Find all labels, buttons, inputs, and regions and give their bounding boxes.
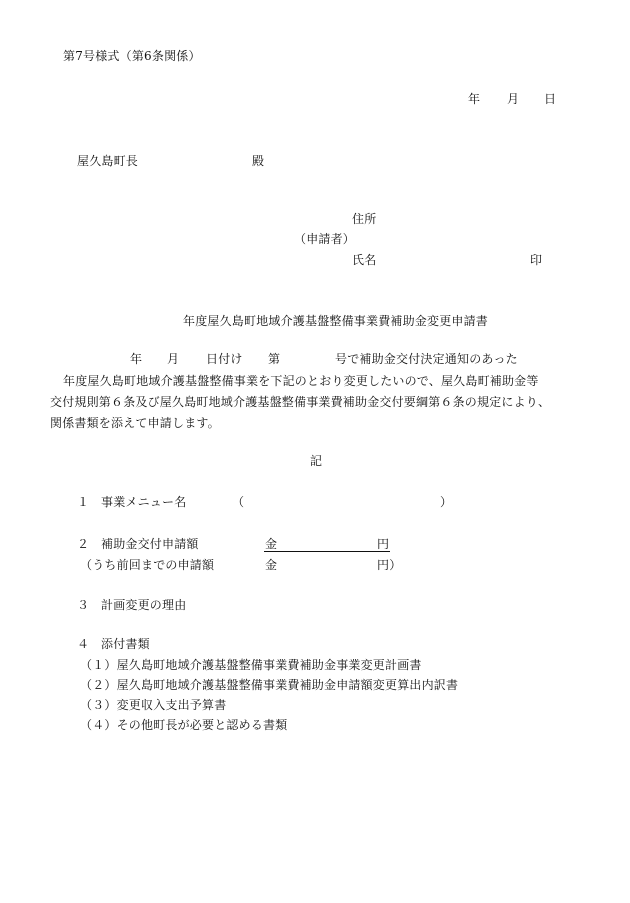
item-2-sub-label: （うち前回までの申請額	[80, 558, 215, 572]
date-year-label: 年	[468, 92, 481, 106]
item-2-en: 円	[377, 537, 390, 551]
attachment-item-2: （２）屋久島町地域介護基盤整備事業費補助金申請額変更算出内訳書	[80, 678, 459, 692]
item-1-label: 事業メニュー名	[101, 495, 187, 509]
item-2-sub-kin: 金	[265, 558, 278, 572]
attachment-item-3: （３）変更収入支出予算書	[80, 698, 227, 712]
item-1-number: １	[77, 495, 90, 509]
item-4-label: 添付書類	[101, 637, 150, 651]
item-1-close-paren: ）	[440, 495, 453, 509]
item-2-number: ２	[77, 537, 90, 551]
item-3-number: ３	[77, 598, 90, 612]
seal-label: 印	[530, 253, 543, 267]
addressee-name: 屋久島町長	[77, 154, 139, 168]
item-2-kin: 金	[265, 537, 278, 551]
form-number: 第7号様式（第6条関係）	[63, 49, 201, 63]
item-1-open-paren: （	[232, 495, 245, 509]
name-label: 氏名	[352, 253, 377, 267]
applicant-role-label: （申請者）	[294, 232, 356, 246]
ki-marker: 記	[310, 454, 323, 468]
attachment-item-1: （１）屋久島町地域介護基盤整備事業費補助金事業変更計画書	[80, 658, 422, 672]
body-line1-rest: 号で補助金交付決定通知のあった	[335, 352, 518, 366]
body-day: 日付け	[206, 352, 243, 366]
body-line3: 交付規則第６条及び屋久島町地域介護基盤整備事業費補助金交付要綱第６条の規定により、	[50, 395, 551, 409]
attachment-item-4: （４）その他町長が必要と認める書類	[80, 718, 288, 732]
document-title: 年度屋久島町地域介護基盤整備事業費補助金変更申請書	[183, 314, 489, 328]
amount-underline	[264, 551, 390, 552]
body-line2: 年度屋久島町地域介護基盤整備事業を下記のとおり変更したいので、屋久島町補助金等	[63, 374, 539, 388]
body-year: 年	[130, 352, 143, 366]
addressee-honorific: 殿	[252, 154, 265, 168]
item-2-sub-en: 円）	[377, 558, 402, 572]
body-month: 月	[167, 352, 180, 366]
item-2-label: 補助金交付申請額	[101, 537, 199, 551]
body-dai: 第	[268, 352, 281, 366]
item-3-label: 計画変更の理由	[101, 598, 187, 612]
address-label: 住所	[352, 212, 377, 226]
item-4-number: ４	[77, 637, 90, 651]
body-line4: 関係書類を添えて申請します。	[50, 416, 220, 430]
date-month-label: 月	[507, 92, 520, 106]
date-day-label: 日	[544, 92, 557, 106]
